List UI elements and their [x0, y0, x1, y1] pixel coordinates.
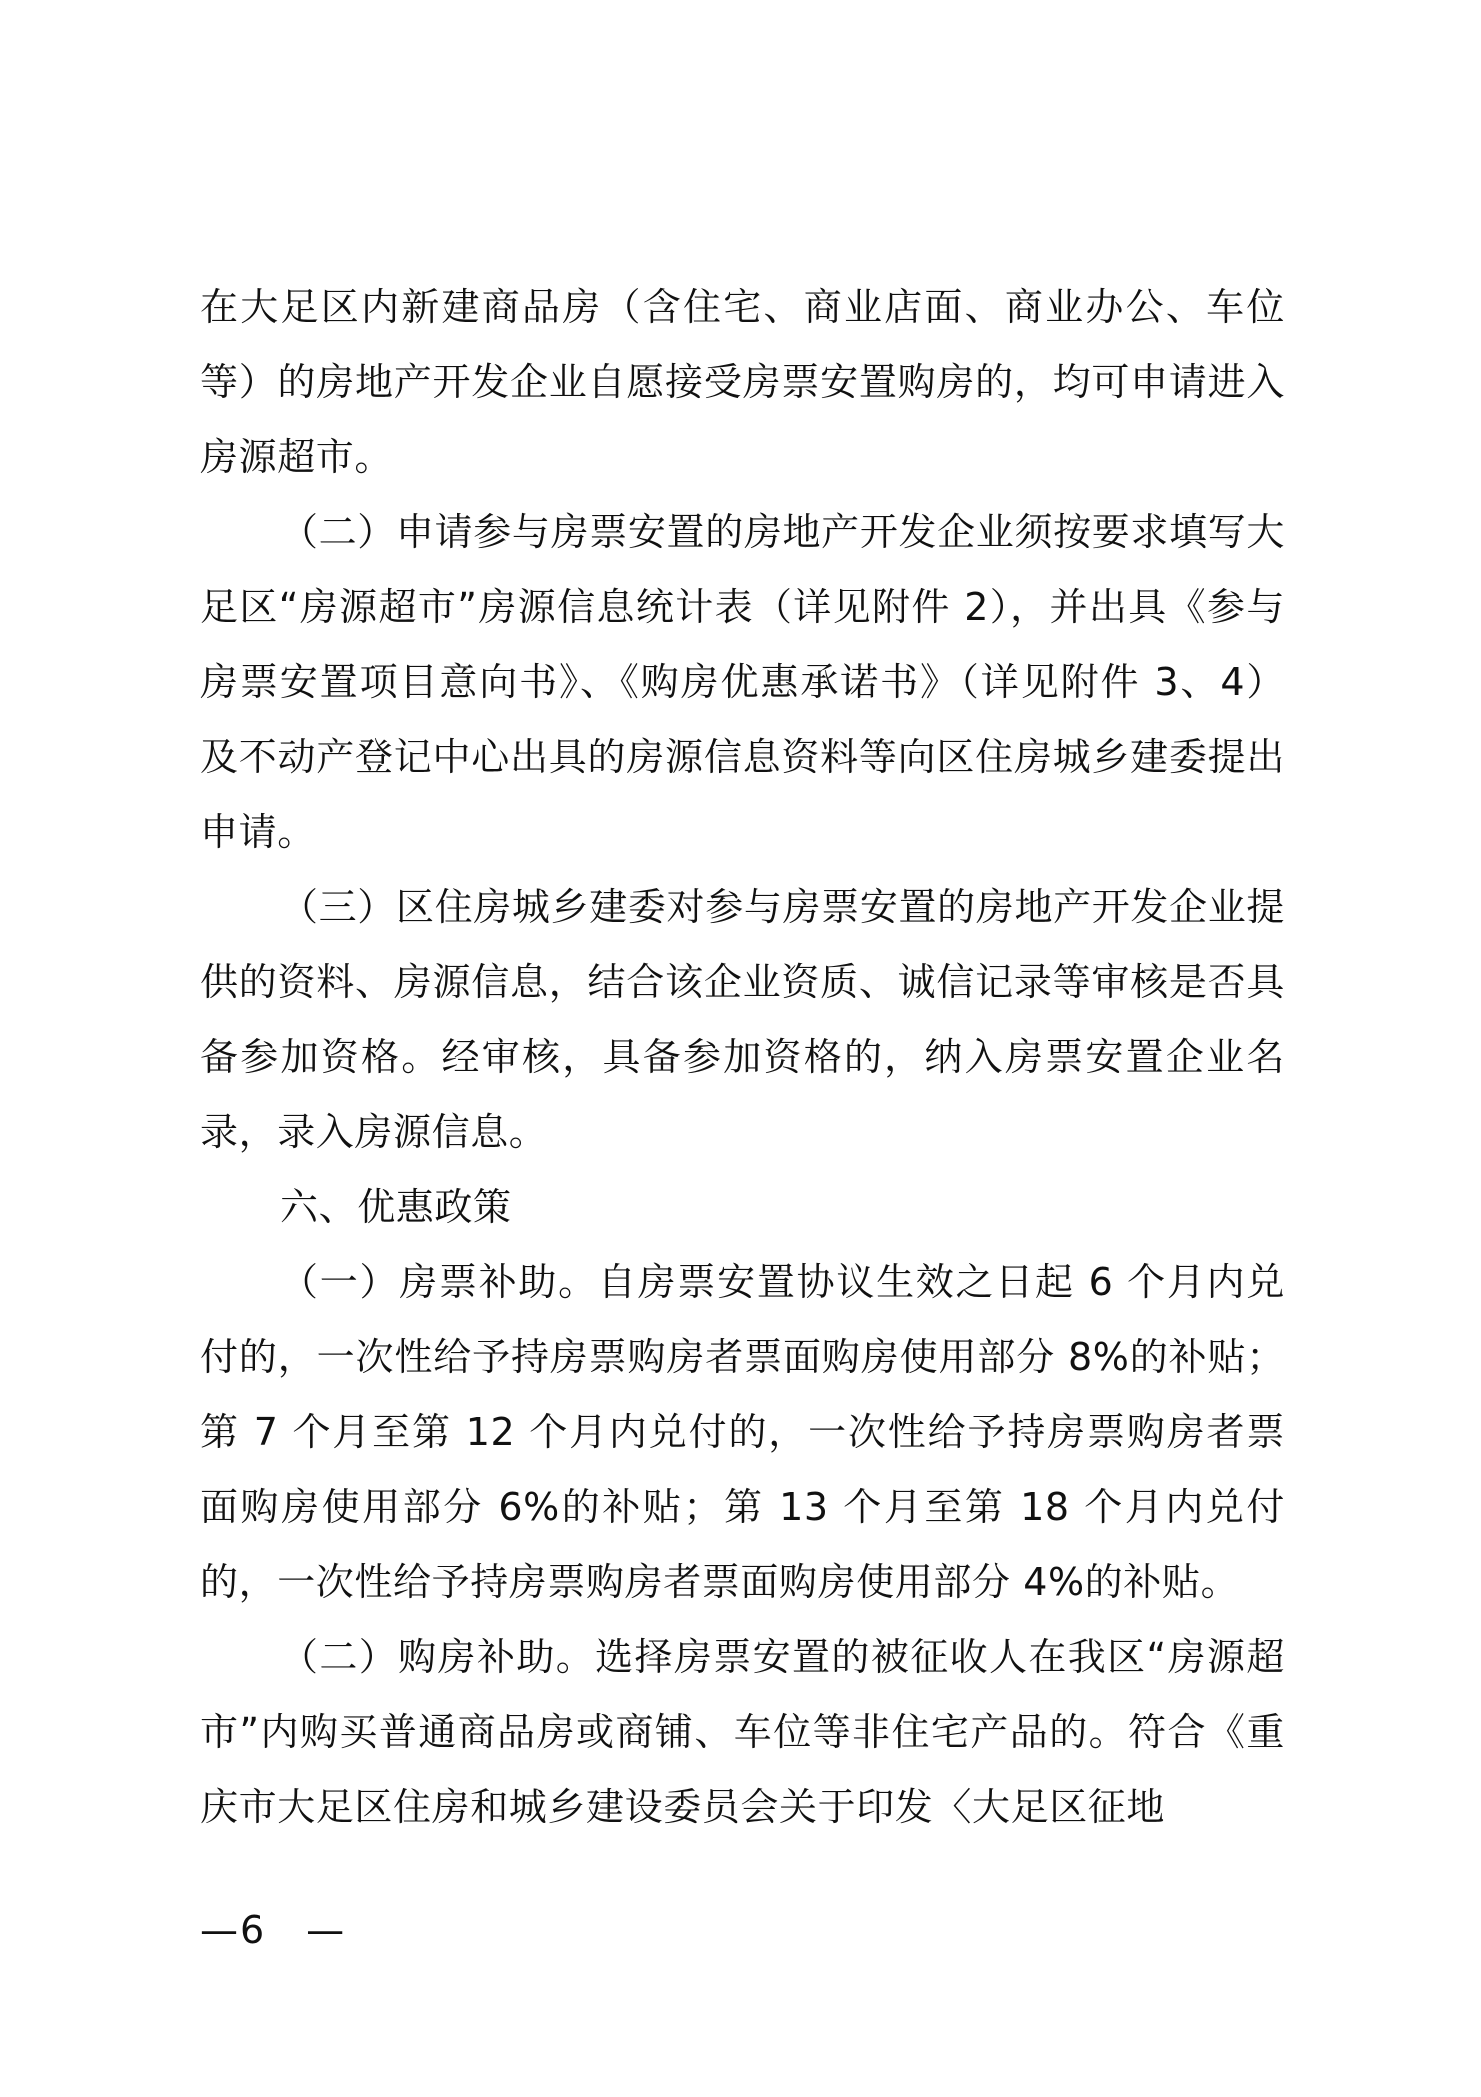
paragraph-purchase-subsidy: （二）购房补助。选择房票安置的被征收人在我区“房源超市”内购买普通商品房或商铺、车位等非住宅产品的。符合《重庆市大足区住房和城乡建设委员会关于印发〈大足区征地: [200, 1635, 1285, 1829]
section-heading-preferential-policies: 六、优惠政策: [280, 1185, 512, 1229]
paragraph-application-requirements: （二）申请参与房票安置的房地产开发企业须按要求填写大足区“房源超市”房源信息统计表（详见附件 2），并出具《参与房票安置项目意向书》、《购房优惠承诺书》（详见附件 3、4）及不动产登记中心出具的房源信息资料等向区住房城乡建委提出申请。: [200, 510, 1285, 854]
paragraph-eligibility-continued: 在大足区内新建商品房（含住宅、商业店面、商业办公、车位等）的房地产开发企业自愿接受房票安置购房的，均可申请进入房源超市。: [200, 285, 1285, 479]
paragraph-housing-ticket-subsidy: （一）房票补助。自房票安置协议生效之日起 6 个月内兑付的，一次性给予持房票购房者票面购房使用部分 8%的补贴；第 7 个月至第 12 个月内兑付的，一次性给予持房票购房者票面购房使用部分 6%的补贴；第 13 个月至第 18 个月内兑付的，一次性给予持房票购房者票面购房使用部分 4%的补贴。: [200, 1260, 1285, 1604]
document-body: [200, 270, 1285, 1845]
page-number: —6 —: [200, 1908, 347, 1952]
paragraph-review-process: （三）区住房城乡建委对参与房票安置的房地产开发企业提供的资料、房源信息，结合该企业资质、诚信记录等审核是否具备参加资格。经审核，具备参加资格的，纳入房票安置企业名录，录入房源信息。: [200, 885, 1285, 1154]
